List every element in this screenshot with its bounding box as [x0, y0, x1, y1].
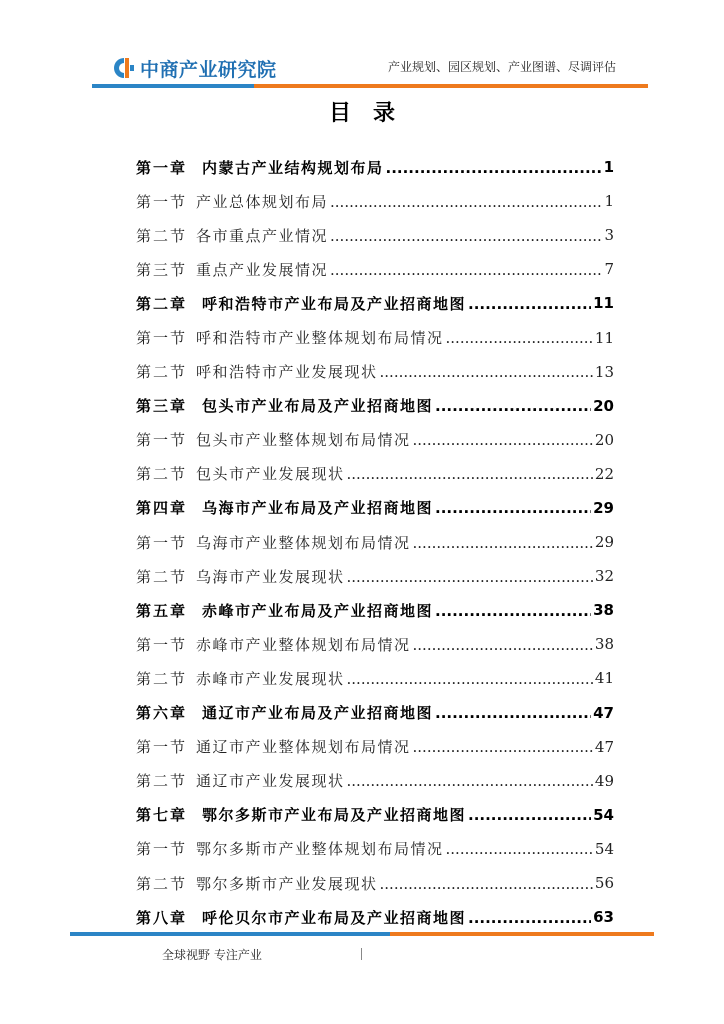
- toc-section-row[interactable]: [136, 218, 614, 252]
- toc-dot-leader: [347, 466, 593, 481]
- toc-page-number: 11: [593, 294, 614, 313]
- toc-dot-leader: [347, 773, 593, 788]
- toc-page-number: 7: [604, 260, 614, 279]
- toc-page-number: 47: [593, 703, 614, 722]
- toc-page-number: 13: [594, 362, 614, 381]
- toc-chapter-row[interactable]: [136, 900, 614, 934]
- toc-page-number: 29: [593, 498, 614, 517]
- toc-entry-title: 赤峰市产业整体规划布局情况: [196, 635, 411, 654]
- toc-entry-number: 第一章: [136, 158, 188, 177]
- toc-entry-number: 第一节: [136, 738, 188, 757]
- toc-page-number: 41: [594, 669, 614, 688]
- toc-dot-leader: [468, 910, 591, 925]
- toc-dot-leader: [413, 535, 593, 550]
- toc-section-row[interactable]: [136, 355, 614, 389]
- toc-entry-number: 第二节: [136, 465, 188, 484]
- toc-entry-title: 通辽市产业布局及产业招商地图: [202, 704, 434, 723]
- toc-dot-leader: [413, 739, 593, 754]
- toc-page-number: 29: [594, 533, 614, 552]
- toc-section-row[interactable]: [136, 832, 614, 866]
- toc-entry-number: 第五章: [136, 601, 188, 620]
- toc-dot-leader: [386, 160, 602, 175]
- toc-dot-leader: [435, 398, 591, 413]
- toc-entry-number: 第三章: [136, 397, 188, 416]
- toc-entry-number: 第二节: [136, 669, 188, 688]
- toc-entry-number: 第一节: [136, 635, 188, 654]
- toc-dot-leader: [468, 296, 591, 311]
- header-tagline: 产业规划、园区规划、产业图谱、尽调评估: [387, 60, 616, 74]
- toc-section-row[interactable]: [136, 559, 614, 593]
- toc-entry-title: 产业总体规划布局: [196, 192, 329, 211]
- toc-entry-number: 第一节: [136, 431, 188, 450]
- logo-text: 中商产业研究院: [140, 58, 277, 81]
- toc-dot-leader: [347, 569, 593, 584]
- toc-dot-leader: [413, 637, 593, 652]
- toc-page-number: 38: [594, 635, 614, 654]
- toc-entry-title: 各市重点产业情况: [196, 226, 329, 245]
- toc-page-number: 20: [594, 430, 614, 449]
- toc-entry-title: 乌海市产业发展现状: [196, 567, 345, 586]
- toc-dot-leader: [330, 262, 602, 277]
- toc-dot-leader: [446, 841, 593, 856]
- toc-entry-title: 呼伦贝尔市产业布局及产业招商地图: [202, 908, 467, 927]
- toc-entry-title: 内蒙古产业结构规划布局: [202, 158, 384, 177]
- toc-entry-number: 第一节: [136, 192, 188, 211]
- toc-entry-title: 鄂尔多斯市产业发展现状: [196, 874, 378, 893]
- header-divider: [92, 84, 648, 88]
- toc-dot-leader: [380, 364, 593, 379]
- toc-entry-number: 第二节: [136, 363, 188, 382]
- toc-entry-number: 第六章: [136, 704, 188, 723]
- toc-entry-title: 重点产业发展情况: [196, 260, 329, 279]
- toc-section-row[interactable]: [136, 627, 614, 661]
- toc-page-number: 11: [594, 328, 614, 347]
- toc-chapter-row[interactable]: [136, 286, 614, 320]
- toc-title: 目录: [328, 101, 417, 126]
- toc-entry-title: 包头市产业布局及产业招商地图: [202, 397, 434, 416]
- toc-page-number: 20: [593, 396, 614, 415]
- toc-entry-title: 通辽市产业整体规划布局情况: [196, 738, 411, 757]
- toc-section-row[interactable]: [136, 252, 614, 286]
- toc-dot-leader: [446, 330, 593, 345]
- toc-page-number: 54: [594, 839, 614, 858]
- toc-page-number: 1: [603, 158, 614, 177]
- toc-dot-leader: [347, 671, 593, 686]
- toc-dot-leader: [380, 876, 593, 891]
- toc-page-number: 1: [604, 192, 614, 211]
- toc-page-number: 32: [594, 567, 614, 586]
- toc-section-row[interactable]: [136, 866, 614, 900]
- toc-chapter-row[interactable]: [136, 696, 614, 730]
- company-logo: [112, 54, 277, 82]
- toc-entry-title: 赤峰市产业布局及产业招商地图: [202, 601, 434, 620]
- toc-chapter-row[interactable]: [136, 150, 614, 184]
- toc-page-number: 56: [594, 874, 614, 893]
- toc-dot-leader: [435, 705, 591, 720]
- toc-chapter-row[interactable]: [136, 593, 614, 627]
- footer-divider: [70, 932, 654, 936]
- logo-mark-icon: [112, 56, 136, 80]
- toc-page-number: 22: [594, 464, 614, 483]
- footer-separator: [361, 948, 362, 960]
- toc-entry-title: 鄂尔多斯市产业布局及产业招商地图: [202, 806, 467, 825]
- toc-page-number: 3: [604, 226, 614, 245]
- toc-dot-leader: [330, 228, 602, 243]
- toc-section-row[interactable]: [136, 525, 614, 559]
- toc-page-number: 49: [594, 771, 614, 790]
- toc-page-number: 38: [593, 601, 614, 620]
- toc-chapter-row[interactable]: [136, 389, 614, 423]
- toc-entry-number: 第一节: [136, 533, 188, 552]
- toc-entry-title: 通辽市产业发展现状: [196, 772, 345, 791]
- toc-chapter-row[interactable]: [136, 798, 614, 832]
- table-of-contents: [136, 150, 614, 934]
- toc-entry-number: 第八章: [136, 908, 188, 927]
- toc-entry-number: 第一节: [136, 840, 188, 859]
- toc-section-row[interactable]: [136, 184, 614, 218]
- toc-dot-leader: [330, 194, 602, 209]
- toc-dot-leader: [435, 500, 591, 515]
- toc-entry-number: 第七章: [136, 806, 188, 825]
- toc-entry-title: 乌海市产业布局及产业招商地图: [202, 499, 434, 518]
- toc-entry-title: 呼和浩特市产业发展现状: [196, 363, 378, 382]
- toc-page-number: 54: [593, 805, 614, 824]
- toc-entry-title: 呼和浩特市产业整体规划布局情况: [196, 329, 444, 348]
- toc-entry-number: 第三节: [136, 260, 188, 279]
- toc-entry-title: 鄂尔多斯市产业整体规划布局情况: [196, 840, 444, 859]
- toc-entry-number: 第四章: [136, 499, 188, 518]
- toc-page-number: 63: [593, 908, 614, 927]
- toc-entry-title: 赤峰市产业发展现状: [196, 669, 345, 688]
- toc-page-number: 47: [594, 737, 614, 756]
- page-header: [0, 0, 724, 100]
- footer-slogan: 全球视野 专注产业: [162, 948, 262, 962]
- toc-entry-title: 呼和浩特市产业布局及产业招商地图: [202, 294, 467, 313]
- toc-section-row[interactable]: [136, 457, 614, 491]
- toc-dot-leader: [413, 432, 593, 447]
- toc-dot-leader: [468, 807, 591, 822]
- toc-section-row[interactable]: [136, 730, 614, 764]
- toc-entry-number: 第二节: [136, 874, 188, 893]
- toc-entry-number: 第二节: [136, 567, 188, 586]
- toc-section-row[interactable]: [136, 320, 614, 354]
- toc-entry-number: 第二节: [136, 226, 188, 245]
- toc-section-row[interactable]: [136, 423, 614, 457]
- toc-chapter-row[interactable]: [136, 491, 614, 525]
- toc-entry-title: 乌海市产业整体规划布局情况: [196, 533, 411, 552]
- toc-entry-title: 包头市产业发展现状: [196, 465, 345, 484]
- toc-entry-number: 第一节: [136, 329, 188, 348]
- toc-entry-number: 第二节: [136, 772, 188, 791]
- toc-dot-leader: [435, 603, 591, 618]
- toc-entry-number: 第二章: [136, 294, 188, 313]
- toc-section-row[interactable]: [136, 661, 614, 695]
- toc-section-row[interactable]: [136, 764, 614, 798]
- toc-entry-title: 包头市产业整体规划布局情况: [196, 431, 411, 450]
